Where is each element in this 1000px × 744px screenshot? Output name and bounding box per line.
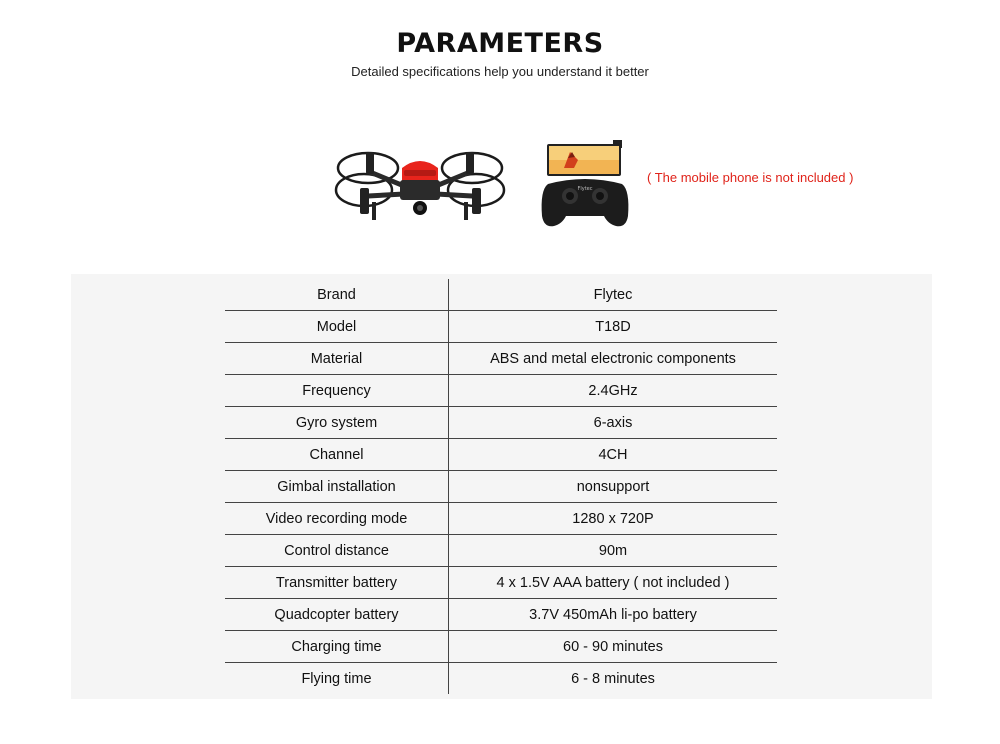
spec-label: Charging time <box>225 631 449 663</box>
spec-row <box>225 535 777 567</box>
spec-value: 4CH <box>449 439 778 471</box>
spec-label: Gyro system <box>225 407 449 439</box>
spec-value: 90m <box>449 535 778 567</box>
phone-not-included-note: ( The mobile phone is not included ) <box>647 170 854 185</box>
spec-value: 3.7V 450mAh li-po battery <box>449 599 778 631</box>
spec-label: Brand <box>225 279 449 311</box>
spec-row <box>225 375 777 407</box>
spec-row <box>225 407 777 439</box>
remote-controller-image <box>538 138 632 230</box>
drone-image <box>334 140 506 230</box>
spec-row <box>225 279 777 311</box>
spec-row <box>225 567 777 599</box>
spec-row <box>225 503 777 535</box>
spec-panel <box>71 274 932 699</box>
spec-row <box>225 439 777 471</box>
spec-row <box>225 311 777 343</box>
remote-brand-logo: Flytec <box>577 186 593 192</box>
spec-label: Channel <box>225 439 449 471</box>
spec-value: Flytec <box>449 279 778 311</box>
spec-value: 4 x 1.5V AAA battery ( not included ) <box>449 567 778 599</box>
spec-label: Quadcopter battery <box>225 599 449 631</box>
spec-label: Material <box>225 343 449 375</box>
spec-value: nonsupport <box>449 471 778 503</box>
spec-value: 6-axis <box>449 407 778 439</box>
spec-value: 1280 x 720P <box>449 503 778 535</box>
page-title: PARAMETERS <box>396 28 604 59</box>
spec-row <box>225 343 777 375</box>
spec-label: Frequency <box>225 375 449 407</box>
spec-value: 6 - 8 minutes <box>571 670 655 687</box>
spec-label: Control distance <box>225 535 449 567</box>
spec-row <box>225 663 777 695</box>
spec-label: Video recording mode <box>225 503 449 535</box>
spec-row <box>225 631 777 663</box>
spec-label: Transmitter battery <box>225 567 449 599</box>
spec-row <box>225 599 777 631</box>
spec-value: 60 - 90 minutes <box>449 631 778 663</box>
spec-row <box>225 471 777 503</box>
spec-value: ABS and metal electronic components <box>449 343 778 375</box>
page-subtitle: Detailed specifications help you understand it better <box>351 64 649 79</box>
spec-value: T18D <box>449 311 778 343</box>
spec-label: Flying time <box>225 663 449 695</box>
spec-label: Model <box>225 311 449 343</box>
spec-label: Gimbal installation <box>225 471 449 503</box>
spec-table <box>225 279 777 694</box>
spec-value: 2.4GHz <box>449 375 778 407</box>
